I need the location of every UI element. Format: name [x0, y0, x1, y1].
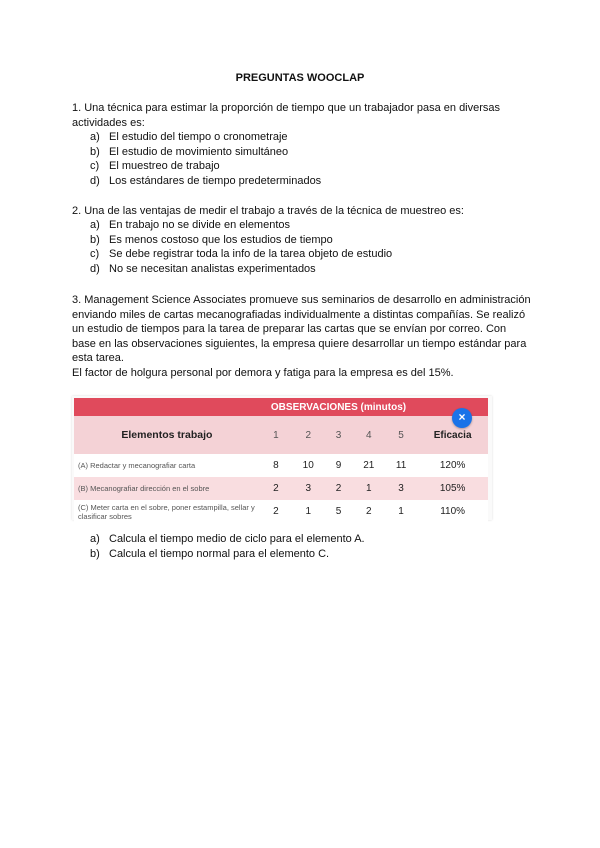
table-cell: 21	[353, 454, 385, 477]
option-2a: a) En trabajo no se divide en elementos	[90, 219, 291, 231]
table-cell: 10	[292, 454, 324, 477]
efficiency-cell: 120%	[417, 454, 488, 477]
table-cell: 9	[324, 454, 352, 477]
table-row	[74, 454, 488, 477]
obs-number: 1	[260, 416, 292, 454]
table-cell: 2	[353, 500, 385, 523]
obs-number: 2	[292, 416, 324, 454]
table-row	[74, 500, 488, 523]
question-3-options	[90, 532, 530, 561]
obs-number: 5	[385, 416, 417, 454]
option-3b: b) Calcula el tiempo normal para el elemento C.	[90, 547, 330, 560]
question-1-text: 1. Una técnica para estimar la proporción de tiempo que un trabajador pasa en diversas actividades es:	[72, 102, 501, 129]
close-icon[interactable]: ×	[452, 408, 472, 428]
table-cell: 1	[353, 477, 385, 500]
table-cell: 1	[385, 500, 417, 523]
efficiency-header: Eficacia	[417, 416, 488, 454]
table-cell: 2	[324, 477, 352, 500]
table-cell: 3	[292, 477, 324, 500]
element-desc: (C) Meter carta en el sobre, poner estampilla, sellar y clasificar sobres	[74, 500, 260, 523]
table-cell: 3	[385, 477, 417, 500]
option-1a: a) El estudio del tiempo o cronometraje	[90, 131, 288, 143]
option-3a: a) Calcula el tiempo medio de ciclo para el elemento A.	[90, 533, 365, 545]
elements-header: Elementos trabajo	[74, 416, 260, 454]
option-1d: d) Los estándares de tiempo predeterminados	[90, 174, 322, 187]
observations-table-image	[72, 396, 492, 520]
obs-number: 4	[353, 416, 385, 454]
table-cell: 5	[324, 500, 352, 523]
option-2d: d) No se necesitan analistas experimentados	[90, 262, 316, 275]
table-cell: 8	[260, 454, 292, 477]
table-cell: 2	[260, 500, 292, 523]
efficiency-cell: 105%	[417, 477, 488, 500]
observations-table	[74, 398, 488, 523]
option-2b: b) Es menos costoso que los estudios de tiempo	[90, 233, 333, 246]
question-2-text: 2. Una de las ventajas de medir el trabajo a través de la técnica de muestreo es:	[72, 205, 464, 217]
obs-number: 3	[324, 416, 352, 454]
page-title: PREGUNTAS WOOCLAP	[235, 72, 365, 84]
question-2-options	[90, 218, 530, 276]
observations-header: OBSERVACIONES (minutos)	[260, 398, 417, 416]
option-1c: c) El muestreo de trabajo	[90, 160, 220, 172]
question-3-text: 3. Management Science Associates promueve sus seminarios de desarrollo en administración enviando miles de cartas mecanografiadas individualmente a distintas compañías. Se realizó un estudio de tiempos para la tarea de preparar las cartas que se envían por correo. Con base en las observaciones siguientes, la empresa quiere desarrollar un tiempo estándar para esta tarea.	[72, 294, 531, 364]
option-2c: c) Se debe registrar toda la info de la tarea objeto de estudio	[90, 248, 393, 260]
question-3-allowance: El factor de holgura personal por demora y fatiga para la empresa es del 15%.	[72, 367, 454, 379]
element-desc: (A) Redactar y mecanografiar carta	[74, 454, 260, 477]
table-cell: 11	[385, 454, 417, 477]
question-1-options	[90, 130, 530, 188]
element-desc: (B) Mecanografiar dirección en el sobre	[74, 477, 260, 500]
table-cell: 2	[260, 477, 292, 500]
efficiency-cell: 110%	[417, 500, 488, 523]
table-cell: 1	[292, 500, 324, 523]
table-row	[74, 477, 488, 500]
option-1b: b) El estudio de movimiento simultáneo	[90, 145, 289, 158]
